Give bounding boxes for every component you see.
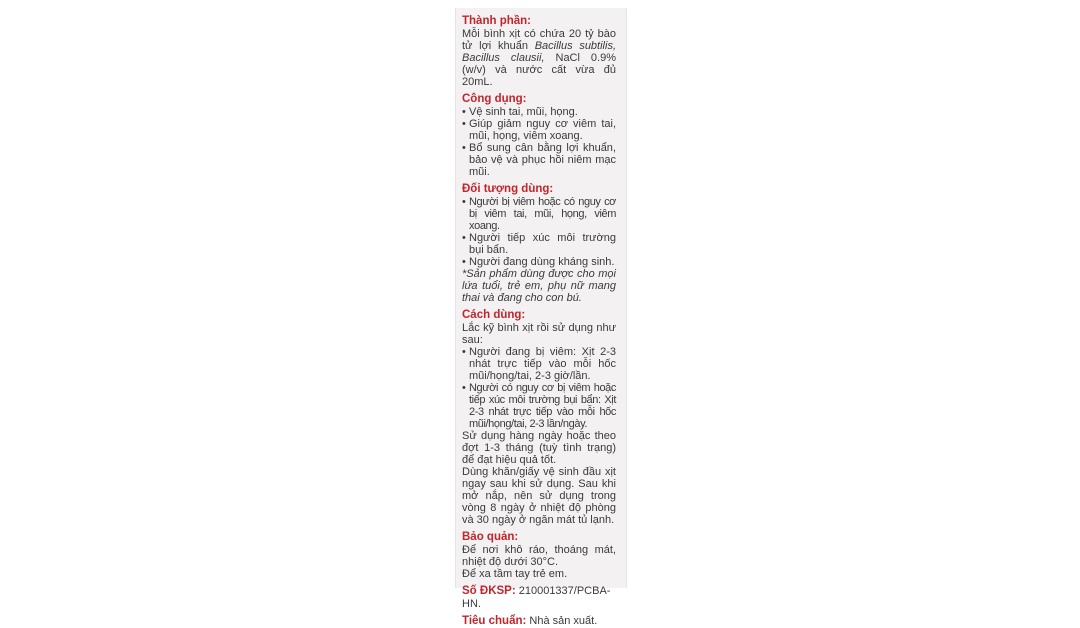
uses-item: Vệ sinh tai, mũi, họng.: [469, 106, 578, 118]
registration-label: Số ĐKSP:: [462, 585, 516, 597]
usage-item: Người có nguy cơ bị viêm hoặc tiếp xúc môi trường bụi bẩn: Xịt 2-3 nhát trực tiếp vào mỗi hốc mũi/họng/tai, 2-3 lần/ngày.: [469, 382, 616, 430]
usage-paragraph: Dùng khăn/giấy vệ sinh đầu xịt ngay sau khi sử dụng. Sau khi mở nắp, nên sử dụng trong vòng 8 ngày ở nhiệt độ phòng và 30 ngày ở ngăn mát tủ lạnh.: [462, 466, 616, 526]
registration-line: [462, 584, 616, 610]
standard-label: Tiêu chuẩn:: [462, 615, 527, 627]
standard-value: Nhà sản xuất.: [526, 615, 598, 627]
target-item: Người bị viêm hoặc có nguy cơ bị viêm tai, mũi, họng, viêm xoang.: [469, 196, 616, 232]
list-item: • Người tiếp xúc môi trường bụi bẩn.: [462, 232, 616, 256]
ingredients-prefix: Mỗi bình xịt có chứa 20 tỷ bào tử lợi khuẩn: [462, 28, 616, 52]
usage-intro: Lắc kỹ bình xịt rồi sử dụng như sau:: [462, 322, 616, 346]
ingredients-text: [462, 28, 616, 88]
list-item: • Bổ sung cân bằng lợi khuẩn, bảo vệ và phục hồi niêm mạc mũi.: [462, 142, 616, 178]
usage-item: Người đang bị viêm: Xịt 2-3 nhát trực tiếp vào mỗi hốc mũi/họng/tai, 2-3 giờ/lần.: [469, 346, 616, 382]
product-label-panel: [455, 8, 627, 627]
uses-section: [462, 92, 616, 178]
uses-item: Giúp giảm nguy cơ viêm tai, mũi, họng, viêm xoang.: [469, 118, 616, 142]
ingredients-heading: Thành phần:: [462, 15, 531, 27]
storage-line: Để xa tầm tay trẻ em.: [462, 568, 568, 580]
target-section: [462, 182, 616, 304]
ingredients-species: Bacillus subtilis, Bacillus clausii,: [462, 40, 616, 64]
target-item: Người đang dùng kháng sinh.: [469, 256, 615, 268]
usage-paragraph: Sử dụng hàng ngày hoặc theo đợt 1-3 tháng (tuỳ tình trạng) để đạt hiệu quả tốt.: [462, 430, 616, 466]
usage-section: [462, 308, 616, 526]
target-item: Người tiếp xúc môi trường bụi bẩn.: [469, 232, 616, 256]
storage-section: [462, 530, 616, 580]
standard-line: [462, 614, 616, 628]
ingredients-suffix: NaCl 0.9% (w/v) và nước cất vừa đủ 20mL.: [462, 52, 616, 88]
list-item: • Người đang bị viêm: Xịt 2-3 nhát trực tiếp vào mỗi hốc mũi/họng/tai, 2-3 giờ/lần.: [462, 346, 616, 382]
list-item: • Người bị viêm hoặc có nguy cơ bị viêm tai, mũi, họng, viêm xoang.: [462, 196, 616, 232]
storage-line: Để nơi khô ráo, thoáng mát, nhiệt độ dưới 30°C.: [462, 544, 616, 568]
target-note: *Sản phẩm dùng được cho mọi lứa tuổi, trẻ em, phụ nữ mang thai và đang cho con bú.: [462, 268, 616, 304]
ingredients-section: [462, 14, 616, 88]
usage-heading: Cách dùng:: [462, 309, 526, 321]
list-item: • Vệ sinh tai, mũi, họng.: [462, 106, 616, 118]
list-item: • Giúp giảm nguy cơ viêm tai, mũi, họng, viêm xoang.: [462, 118, 616, 142]
uses-heading: Công dụng:: [462, 93, 527, 105]
registration-value: 210001337/PCBA-HN.: [462, 585, 611, 610]
uses-item: Bổ sung cân bằng lợi khuẩn, bảo vệ và phục hồi niêm mạc mũi.: [469, 142, 616, 178]
list-item: • Người có nguy cơ bị viêm hoặc tiếp xúc môi trường bụi bẩn: Xịt 2-3 nhát trực tiếp vào mỗi hốc mũi/họng/tai, 2-3 lần/ngày.: [462, 382, 616, 430]
storage-heading: Bảo quản:: [462, 531, 519, 543]
target-heading: Đối tượng dùng:: [462, 183, 554, 195]
list-item: • Người đang dùng kháng sinh.: [462, 256, 615, 268]
